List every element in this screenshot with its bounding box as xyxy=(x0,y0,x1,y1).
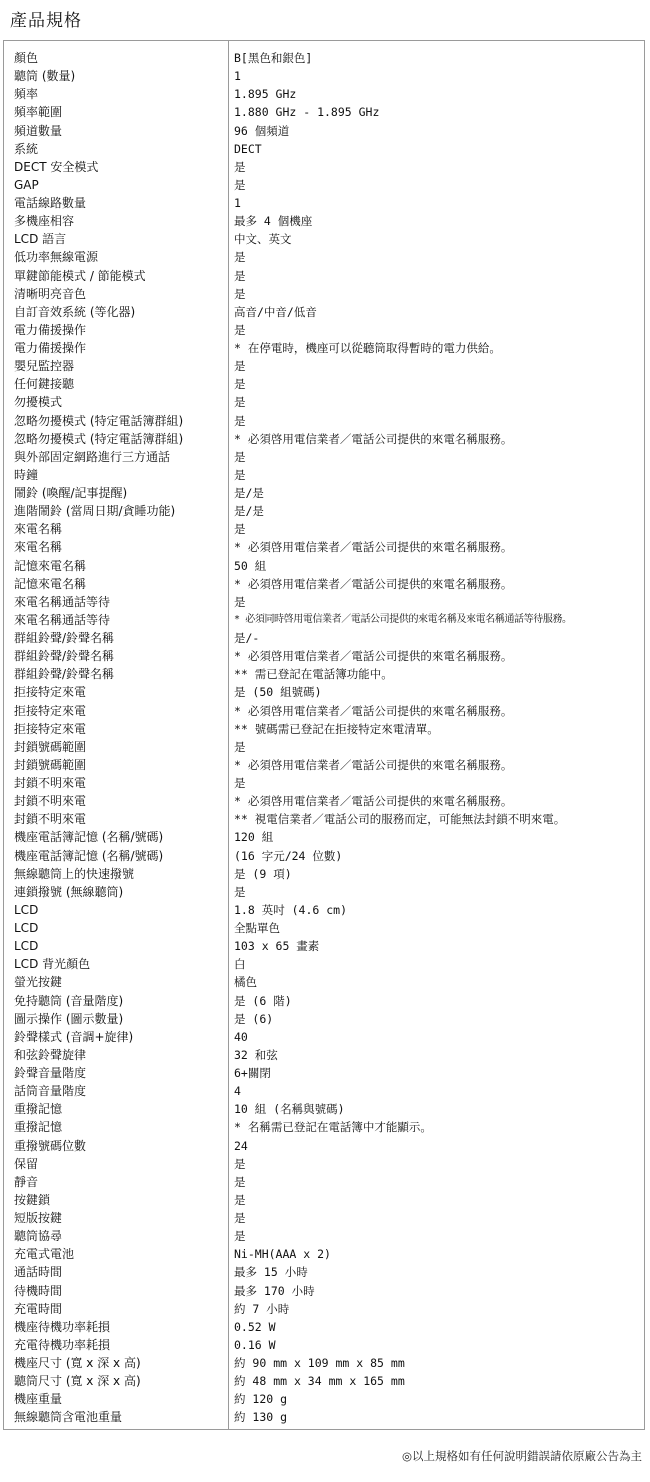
spec-label: 頻率範圍 xyxy=(14,105,63,120)
spec-value: 是 xyxy=(234,594,246,609)
spec-row xyxy=(4,103,644,121)
spec-label: 自訂音效系統 (等化器) xyxy=(14,304,136,319)
spec-label: 記憶來電名稱 xyxy=(14,558,87,573)
spec-value: * 名稱需已登記在電話簿中才能顯示。 xyxy=(234,1120,432,1135)
spec-row xyxy=(4,1118,644,1136)
spec-row xyxy=(4,919,644,937)
spec-label: 進階鬧鈴 (當周日期/貪睡功能) xyxy=(14,504,176,519)
spec-value: 是 xyxy=(234,1211,246,1225)
spec-label: 短版按鍵 xyxy=(14,1211,63,1225)
spec-label: LCD xyxy=(14,902,39,917)
spec-label: 群組鈴聲/鈴聲名稱 xyxy=(14,649,115,664)
spec-value: 是 (6 階) xyxy=(234,993,292,1008)
spec-value: 是 xyxy=(234,776,246,790)
spec-label: 免持聽筒 (音量階度) xyxy=(14,993,124,1008)
spec-label: 封鎖不明來電 xyxy=(14,812,87,827)
spec-row xyxy=(4,357,644,375)
spec-value: 是 (9 項) xyxy=(234,866,292,881)
spec-value: B[黑色和銀色] xyxy=(234,51,313,65)
spec-value: 4 xyxy=(234,1084,241,1099)
spec-value: * 必須啓用電信業者／電話公司提供的來電名稱服務。 xyxy=(234,757,513,772)
spec-value: ** 視電信業者／電話公司的服務而定，可能無法封鎖不明來電。 xyxy=(234,812,566,827)
spec-row xyxy=(4,828,644,846)
spec-row xyxy=(4,1227,644,1245)
spec-row xyxy=(4,1028,644,1046)
spec-row xyxy=(4,1318,644,1336)
spec-label: 機座尺寸 (寬 x 深 x 高) xyxy=(14,1356,141,1370)
spec-value: 0.52 W xyxy=(234,1319,276,1334)
spec-value: * 必須啓用電信業者／電話公司提供的來電名稱服務。 xyxy=(234,703,513,718)
spec-label: 嬰兒監控器 xyxy=(14,359,75,374)
spec-row xyxy=(4,593,644,611)
spec-label: 電話線路數量 xyxy=(14,196,87,210)
page-title: 產品規格 xyxy=(10,11,82,31)
spec-value: ** 需已登記在電話簿功能中。 xyxy=(234,667,393,682)
spec-label: 無線聽筒含電池重量 xyxy=(14,1410,123,1425)
spec-row xyxy=(4,810,644,828)
spec-label: 來電名稱通話等待 xyxy=(14,612,111,627)
spec-row xyxy=(4,575,644,593)
spec-row xyxy=(4,430,644,448)
spec-value: 中文、英文 xyxy=(234,232,292,247)
spec-value: 約 7 小時 xyxy=(234,1301,290,1316)
spec-value: 是/- xyxy=(234,631,260,645)
spec-row xyxy=(4,520,644,538)
spec-label: LCD 語言 xyxy=(14,232,67,247)
spec-row xyxy=(4,1082,644,1100)
spec-label: 鈴聲音量階度 xyxy=(14,1066,87,1080)
spec-value: 是 xyxy=(234,467,246,482)
spec-row xyxy=(4,448,644,466)
disclaimer-footer: ◎以上規格如有任何說明錯誤請依原廠公告為主 xyxy=(401,1449,642,1463)
spec-value: 96 個頻道 xyxy=(234,123,290,138)
spec-value: 是 xyxy=(234,522,246,537)
spec-row xyxy=(4,647,644,665)
spec-label: 無線聽筒上的快速撥號 xyxy=(14,866,135,881)
spec-row xyxy=(4,629,644,647)
spec-value: 是 xyxy=(234,1156,246,1171)
spec-row xyxy=(4,140,644,158)
spec-row xyxy=(4,738,644,756)
spec-label: 電力備援操作 xyxy=(14,322,87,337)
spec-label: 電力備援操作 xyxy=(14,341,87,355)
spec-label: 保留 xyxy=(14,1156,39,1171)
spec-value: 橘色 xyxy=(234,975,257,990)
spec-label: 重撥記憶 xyxy=(14,1102,63,1117)
spec-value: 是 xyxy=(234,359,246,374)
spec-label: 顏色 xyxy=(14,51,39,65)
spec-label: 聽筒 (數量) xyxy=(14,69,76,84)
spec-row xyxy=(4,267,644,285)
spec-label: 螢光按鍵 xyxy=(14,975,63,990)
spec-label: 機座電話簿記憶 (名稱/號碼) xyxy=(14,848,164,863)
spec-value: ** 號碼需已登記在拒接特定來電清單。 xyxy=(234,721,439,736)
spec-value: 1 xyxy=(234,69,241,84)
spec-row xyxy=(4,937,644,955)
spec-row xyxy=(4,883,644,901)
spec-label: 清晰明亮音色 xyxy=(14,286,87,301)
spec-value: 1.8 英吋 (4.6 cm) xyxy=(234,902,348,917)
spec-row xyxy=(4,1064,644,1082)
spec-label: 忽略勿擾模式 (特定電話簿群組) xyxy=(14,413,184,428)
spec-row xyxy=(4,67,644,85)
spec-label: 頻率 xyxy=(14,87,39,102)
spec-row xyxy=(4,683,644,701)
spec-value: 40 xyxy=(234,1029,248,1044)
spec-rows xyxy=(4,49,644,1427)
spec-row xyxy=(4,557,644,575)
spec-label: 來電名稱 xyxy=(14,540,63,555)
spec-row xyxy=(4,1173,644,1191)
spec-value: 是 (50 組號碼) xyxy=(234,685,322,700)
spec-value: Ni-MH(AAA x 2) xyxy=(234,1247,331,1262)
spec-label: 與外部固定網路進行三方通話 xyxy=(14,449,171,464)
spec-row xyxy=(4,1155,644,1173)
spec-label: 通話時間 xyxy=(14,1265,63,1280)
spec-row xyxy=(4,955,644,973)
spec-label: 充電式電池 xyxy=(14,1247,75,1262)
spec-label: 頻道數量 xyxy=(14,123,63,138)
spec-value: 是 xyxy=(234,286,246,301)
spec-label: 時鐘 xyxy=(14,467,39,482)
spec-label: 重撥記憶 xyxy=(14,1120,63,1135)
spec-label: 圖示操作 (圖示數量) xyxy=(14,1011,124,1026)
spec-row xyxy=(4,1282,644,1300)
spec-row xyxy=(4,901,644,919)
spec-value: 24 xyxy=(234,1138,248,1153)
spec-row xyxy=(4,85,644,103)
spec-row xyxy=(4,1300,644,1318)
spec-label: LCD xyxy=(14,939,39,954)
spec-label: 封鎖號碼範圍 xyxy=(14,757,87,772)
spec-label: 機座電話簿記憶 (名稱/號碼) xyxy=(14,830,164,845)
spec-row xyxy=(4,1191,644,1209)
spec-row xyxy=(4,49,644,67)
spec-label: LCD xyxy=(14,921,39,935)
spec-label: 機座待機功率耗損 xyxy=(14,1319,111,1334)
spec-value: 白 xyxy=(234,957,246,972)
spec-label: 鬧鈴 (喚醒/記事提醒) xyxy=(14,486,128,500)
spec-row xyxy=(4,973,644,991)
spec-row xyxy=(4,339,644,357)
spec-value: 10 組 (名稱與號碼) xyxy=(234,1102,345,1117)
spec-row xyxy=(4,1046,644,1064)
spec-value: * 必須啓用電信業者／電話公司提供的來電名稱服務。 xyxy=(234,576,513,591)
spec-row xyxy=(4,122,644,140)
spec-label: 來電名稱通話等待 xyxy=(14,594,111,609)
spec-value: * 必須啓用電信業者／電話公司提供的來電名稱服務。 xyxy=(234,649,513,664)
spec-value: 約 48 mm x 34 mm x 165 mm xyxy=(234,1374,405,1389)
spec-row xyxy=(4,176,644,194)
spec-row xyxy=(4,502,644,520)
spec-value: * 必須啓用電信業者／電話公司提供的來電名稱服務。 xyxy=(234,794,513,809)
spec-label: 聽筒尺寸 (寬 x 深 x 高) xyxy=(14,1374,141,1389)
spec-value: 最多 170 小時 xyxy=(234,1283,315,1298)
spec-row xyxy=(4,158,644,176)
spec-row xyxy=(4,847,644,865)
spec-label: DECT 安全模式 xyxy=(14,159,99,174)
spec-row xyxy=(4,702,644,720)
spec-label: 單鍵節能模式 / 節能模式 xyxy=(14,268,146,283)
spec-value: * 必須啓用電信業者／電話公司提供的來電名稱服務。 xyxy=(234,431,513,446)
spec-row xyxy=(4,1372,644,1390)
spec-label: GAP xyxy=(14,177,39,192)
spec-label: 鈴聲樣式 (音調+旋律) xyxy=(14,1029,134,1044)
spec-row xyxy=(4,1408,644,1426)
spec-row xyxy=(4,1245,644,1263)
spec-value: 約 130 g xyxy=(234,1410,288,1425)
spec-label: 重撥號碼位數 xyxy=(14,1138,87,1153)
spec-value: 是 xyxy=(234,1174,246,1189)
spec-label: 低功率無線電源 xyxy=(14,250,99,265)
spec-value: 1.880 GHz - 1.895 GHz xyxy=(234,105,380,120)
spec-label: 封鎖不明來電 xyxy=(14,794,87,809)
spec-value: 最多 15 小時 xyxy=(234,1265,308,1280)
spec-label: 群組鈴聲/鈴聲名稱 xyxy=(14,631,115,645)
spec-label: 封鎖不明來電 xyxy=(14,776,87,790)
spec-value: 120 組 xyxy=(234,830,274,845)
spec-label: 聽筒協尋 xyxy=(14,1229,63,1244)
spec-label: 任何鍵接聽 xyxy=(14,377,75,392)
spec-row xyxy=(4,1209,644,1227)
spec-value: 是 xyxy=(234,177,246,192)
spec-label: 連鎖撥號 (無線聽筒) xyxy=(14,884,124,899)
spec-row xyxy=(4,248,644,266)
spec-label: LCD 背光顏色 xyxy=(14,957,91,972)
spec-label: 拒接特定來電 xyxy=(14,685,87,700)
spec-value: 是/是 xyxy=(234,504,264,519)
spec-row xyxy=(4,1390,644,1408)
spec-row xyxy=(4,212,644,230)
spec-row xyxy=(4,756,644,774)
spec-value: 最多 4 個機座 xyxy=(234,214,313,229)
spec-label: 靜音 xyxy=(14,1174,39,1189)
spec-row xyxy=(4,992,644,1010)
spec-value: 約 90 mm x 109 mm x 85 mm xyxy=(234,1356,405,1370)
spec-value: 是 xyxy=(234,1192,246,1207)
spec-value: 是 (6) xyxy=(234,1011,274,1026)
spec-label: 按鍵鎖 xyxy=(14,1192,51,1207)
spec-row xyxy=(4,774,644,792)
spec-value: 是 xyxy=(234,268,246,283)
spec-row xyxy=(4,792,644,810)
spec-row xyxy=(4,865,644,883)
spec-label: 拒接特定來電 xyxy=(14,721,87,736)
spec-row xyxy=(4,230,644,248)
spec-value: 50 組 xyxy=(234,558,267,573)
spec-row xyxy=(4,393,644,411)
spec-label: 話筒音量階度 xyxy=(14,1084,87,1099)
spec-row xyxy=(4,665,644,683)
spec-value: 是 xyxy=(234,395,246,410)
spec-row xyxy=(4,412,644,430)
spec-value: 1.895 GHz xyxy=(234,87,297,102)
spec-value: 是 xyxy=(234,413,246,428)
spec-value: DECT xyxy=(234,141,262,156)
spec-label: 待機時間 xyxy=(14,1283,63,1298)
spec-row xyxy=(4,1100,644,1118)
spec-value: 是 xyxy=(234,1229,246,1244)
spec-row xyxy=(4,538,644,556)
spec-table xyxy=(3,40,645,1430)
spec-value: 約 120 g xyxy=(234,1392,288,1407)
spec-row xyxy=(4,321,644,339)
spec-label: 記憶來電名稱 xyxy=(14,576,87,591)
spec-value: 6+關閉 xyxy=(234,1066,271,1080)
spec-label: 封鎖號碼範圍 xyxy=(14,739,87,754)
spec-value: 32 和弦 xyxy=(234,1047,278,1062)
spec-label: 系統 xyxy=(14,141,39,156)
spec-row xyxy=(4,1010,644,1028)
spec-label: 群組鈴聲/鈴聲名稱 xyxy=(14,667,115,682)
spec-row xyxy=(4,1137,644,1155)
spec-label: 充電待機功率耗損 xyxy=(14,1337,111,1352)
spec-label: 勿擾模式 xyxy=(14,395,63,410)
spec-row xyxy=(4,1336,644,1354)
spec-row xyxy=(4,1354,644,1372)
spec-value: * 必須同時啓用電信業者／電話公司提供的來電名稱及來電名稱通話等待服務。 xyxy=(234,613,572,625)
spec-row xyxy=(4,611,644,629)
spec-value: 103 x 65 畫素 xyxy=(234,939,320,954)
spec-row xyxy=(4,303,644,321)
spec-row xyxy=(4,466,644,484)
spec-value: 是 xyxy=(234,250,246,265)
spec-label: 多機座相容 xyxy=(14,214,75,229)
spec-row xyxy=(4,484,644,502)
spec-row xyxy=(4,1263,644,1281)
spec-row xyxy=(4,720,644,738)
spec-label: 忽略勿擾模式 (特定電話簿群組) xyxy=(14,431,184,446)
spec-row xyxy=(4,194,644,212)
spec-value: * 必須啓用電信業者／電話公司提供的來電名稱服務。 xyxy=(234,540,513,555)
spec-label: 拒接特定來電 xyxy=(14,703,87,718)
spec-value: 是 xyxy=(234,322,246,337)
spec-value: 是 xyxy=(234,884,246,899)
spec-row xyxy=(4,375,644,393)
spec-value: 0.16 W xyxy=(234,1337,276,1352)
spec-label: 和弦鈴聲旋律 xyxy=(14,1047,87,1062)
spec-value: 是 xyxy=(234,377,246,392)
spec-value: (16 字元/24 位數) xyxy=(234,848,343,863)
spec-value: 高音/中音/低音 xyxy=(234,304,317,319)
spec-row xyxy=(4,285,644,303)
spec-value: 全點單色 xyxy=(234,921,280,935)
spec-value: 是 xyxy=(234,449,246,464)
spec-value: * 在停電時，機座可以從聽筒取得暫時的電力供給。 xyxy=(234,341,501,355)
spec-value: 1 xyxy=(234,196,241,210)
spec-value: 是/是 xyxy=(234,486,264,500)
spec-label: 機座重量 xyxy=(14,1392,63,1407)
spec-label: 來電名稱 xyxy=(14,522,63,537)
spec-value: 是 xyxy=(234,159,246,174)
spec-value: 是 xyxy=(234,739,246,754)
spec-label: 充電時間 xyxy=(14,1301,63,1316)
